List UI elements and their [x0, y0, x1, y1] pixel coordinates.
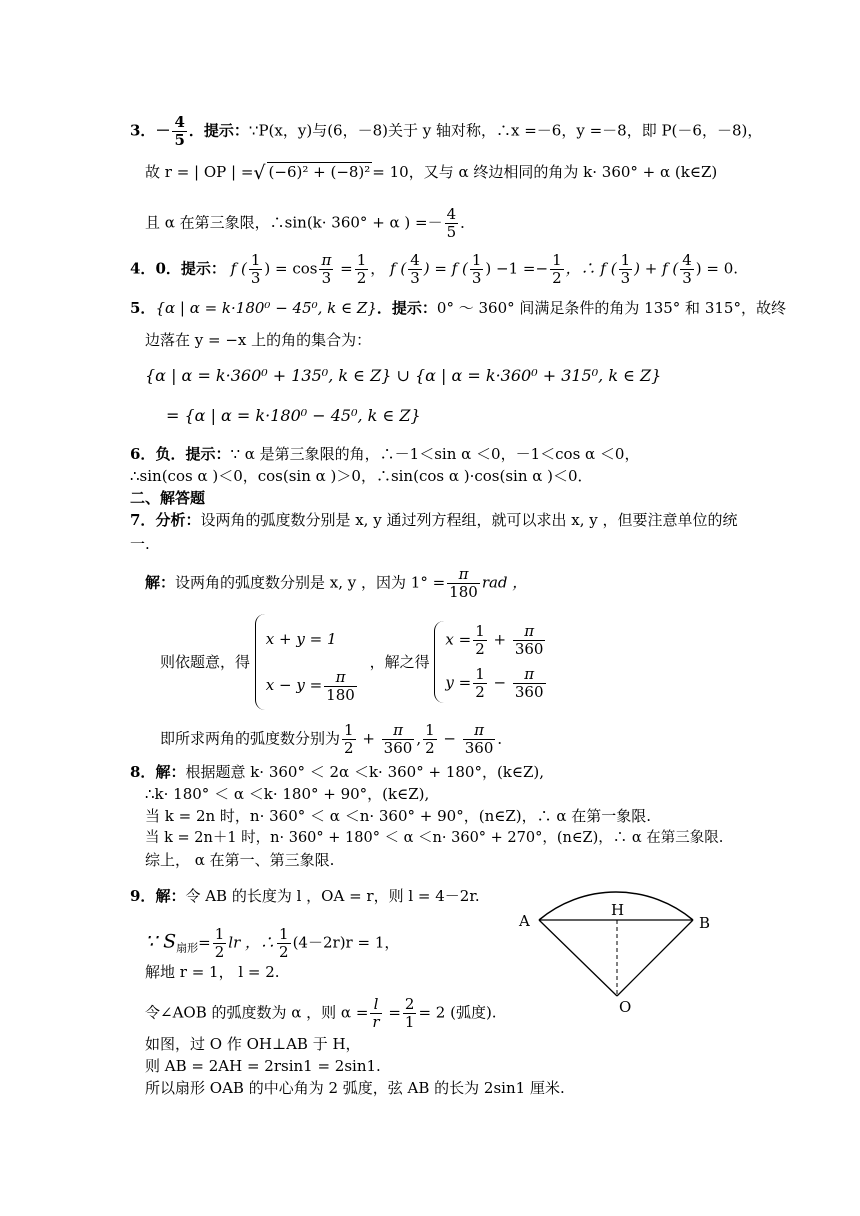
q9-line3: 解地 r = 1， l = 2. — [145, 963, 280, 981]
q6-answer: 负． — [155, 445, 186, 463]
radius-oa — [539, 920, 617, 996]
q7-system-left: x + y = 1 x − y = $\frac{\pi}{180}$ — [255, 614, 365, 710]
q3-hint-text: ∵P(x，y)与(6，－8)关于 y 轴对称，∴x =－6，y =－8，即 P(－6，－8)， — [248, 121, 763, 140]
q7-system-right: x = $\frac{1}{2}$ + $\frac{\pi}{360}$ y = $\frac{1}{2}$ − $\frac{\pi}{360}$ — [434, 621, 553, 703]
sector-diagram — [515, 866, 725, 1016]
q3-number: 3． — [130, 121, 156, 140]
label-a: A — [519, 912, 530, 930]
q4-answer: 0． — [155, 259, 181, 278]
q6-line2: ∴sin(cos α )＜0，cos(sin α )＞0，∴sin(cos α )·cos(sin α )＜0． — [130, 467, 593, 485]
q8-line3: 当 k = 2n 时，n· 360° ＜ α ＜n· 360° + 90°，(n∈Z)，∴ α 在第一象限. — [145, 807, 652, 825]
q5-line3: {α | α = k·360⁰ + 135⁰, k ∈ Z} ∪ {α | α = k·360⁰ + 315⁰, k ∈ Z} — [145, 366, 662, 385]
q3-answer-fraction: $\frac{4}{5}$ — [174, 113, 185, 149]
q5-line2: 边落在 y = −x 上的角的集合为： — [145, 331, 372, 349]
q5-line4: = {α | α = k·180⁰ − 45⁰, k ∈ Z} — [166, 406, 421, 425]
q7-analysis-end: 一. — [130, 535, 150, 553]
q3-sqrt-expr: (−6)² + (−8)² — [268, 163, 371, 181]
q9-line7: 所以扇形 OAB 的中心角为 2 弧度，弦 AB 的长为 2sin1 厘米. — [145, 1079, 565, 1097]
q7-final: 即所求两角的弧度数分别为 $\frac{1}{2}$ + $\frac{\pi}{360}$ , $\frac{1}{2}$ − $\frac{\pi}{360}$ ． — [160, 721, 513, 757]
q9-line5: 如图，过 O 作 OH⊥AB 于 H， — [145, 1035, 361, 1053]
q9-line6: 则 AB = 2AH = 2rsin1 = 2sin1. — [145, 1057, 381, 1075]
q7-equation-system: 则依题意，得 x + y = 1 x − y = $\frac{\pi}{180}$ ，解之得 x = $\frac{1}{2}$ + $\frac{\pi}{360}$ y = $\frac{1}{2}$ − $\frac{\pi}{360}$ — [160, 614, 554, 710]
q3-line1: 3．－ $\frac{4}{5}$ ．提示：∵P(x，y)与(6，－8)关于 y 轴对称，∴x =－6，y =－8，即 P(－6，－8)， — [130, 113, 763, 149]
sqrt-symbol: √ — [253, 162, 266, 184]
q7-analysis: 7．分析：设两角的弧度数分别是 x, y 通过列方程组，就可以求出 x, y ，但要注意单位的统 — [130, 511, 738, 529]
q8-line1: 8．解：根据题意 k· 360° ＜ 2α ＜k· 360° + 180°，(k∈Z), — [130, 763, 545, 781]
q3-line3: 且 α 在第三象限，∴sin(k· 360° + α ) =－ $\frac{4}{5}$ ． — [145, 205, 476, 241]
q3-fraction: $\frac{4}{5}$ — [446, 205, 457, 241]
label-h: H — [611, 901, 625, 919]
q8-line2: ∴k· 180° ＜ α ＜k· 180° + 90°，(k∈Z), — [145, 785, 430, 803]
label-b: B — [699, 914, 711, 932]
q9-line2: ∵ $S_{扇形}=$ $\frac{1}{2}$ lr ，∴ $\frac{1}{2}$ (4－2r)r = 1， — [145, 925, 400, 961]
section-heading: 二、解答题 — [130, 489, 206, 507]
q9-line4: 令∠AOB 的弧度数为 α ，则 α = $\frac{l}{r}$ = $\frac{2}{1}$ = 2 (弧度). — [145, 995, 497, 1031]
q7-solution-line1: 解：设两角的弧度数分别是 x, y ，因为 1° = $\frac{\pi}{180}$ rad ， — [145, 565, 528, 601]
q5-line1: 5．{α | α = k·180⁰ − 45⁰, k ∈ Z}．提示：0° ～ 360° 间满足条件的角为 135° 和 315°，故终 — [130, 299, 786, 317]
q3-hint-label: 提示： — [203, 121, 249, 140]
q4-line1: 4．0．提示： f ( $\frac{1}{3}$ ) = cos $\frac{\pi}{3}$ = $\frac{1}{2}$ ， f ( $\frac{4}{3}$ ) = f ( $\frac{1}{3}$ ) −1 =− $\frac{1}{2}$ ，∴ f ( $\frac{1}{3}$ ) + f ( $\frac{4}{3}$ ) = 0. — [130, 251, 739, 287]
q8-line4: 当 k = 2n＋1 时，n· 360° + 180° ＜ α ＜n· 360° + 270°，(n∈Z)，∴ α 在第三象限. — [145, 830, 724, 846]
q6-line1: 6．负．提示：∵ α 是第三象限的角，∴－1＜sin α ＜0，－1＜cos α ＜0， — [130, 445, 640, 463]
q8-line5: 综上， α 在第一、第三象限. — [145, 851, 335, 869]
q9-line1: 9．解：令 AB 的长度为 l ，OA = r，则 l = 4－2r. — [130, 887, 480, 905]
radius-ob — [617, 920, 693, 996]
q3-line2: 故 r = | OP | =√ (−6)² + (−8)² = 10，又与 α 终边相同的角为 k· 360° + α (k∈Z) — [145, 162, 718, 184]
q5-answer: {α | α = k·180⁰ − 45⁰, k ∈ Z} — [155, 299, 377, 317]
label-o: O — [619, 998, 632, 1016]
